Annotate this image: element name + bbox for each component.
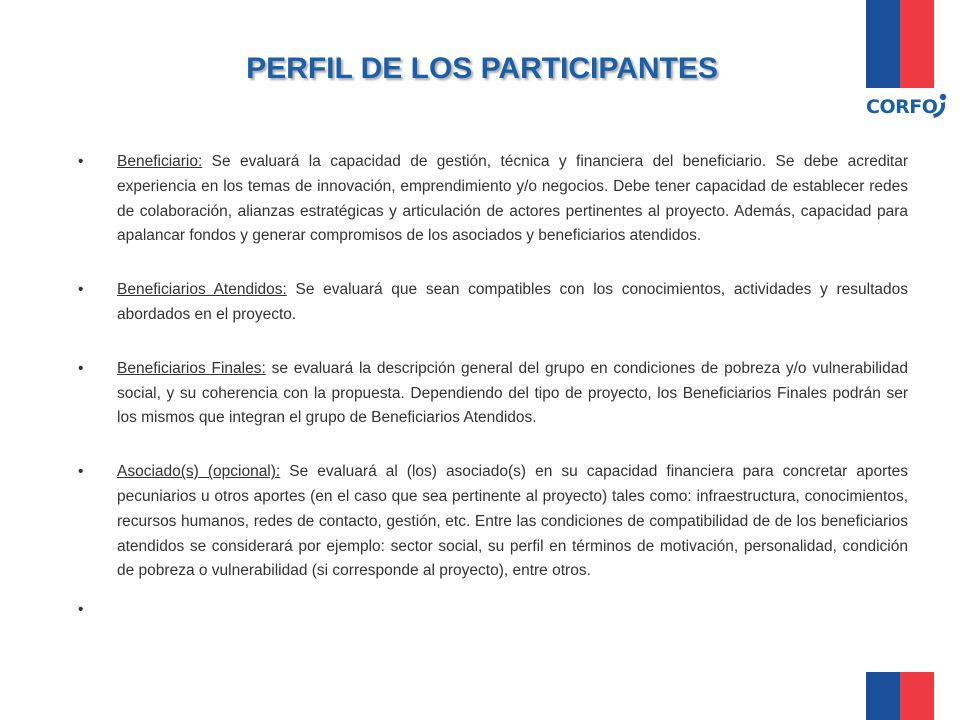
bullet-icon: • bbox=[78, 463, 84, 481]
flag-blue-stripe bbox=[866, 672, 900, 720]
list-item-empty bbox=[78, 598, 908, 622]
logo-figure-icon bbox=[930, 92, 950, 122]
list-item bbox=[78, 150, 908, 249]
bullet-icon: • bbox=[78, 601, 84, 619]
item-term: Beneficiarios Finales: bbox=[117, 359, 266, 377]
corfo-logo bbox=[866, 90, 950, 126]
item-text: Se evaluará que sean compatibles con los conocimientos, actividades y resultados abordados en el proyecto. bbox=[117, 281, 909, 323]
bullet-icon: • bbox=[78, 281, 84, 299]
slide-title: PERFIL DE LOS PARTICIPANTES bbox=[246, 52, 718, 85]
item-text: Se evaluará al (los) asociado(s) en su capacidad financiera para concretar aportes pecuniarios u otros aportes (en el caso que sea pertinente al proyecto) tales como: infraestructura, conocimientos, recursos humanos, redes de contacto, gestión, etc. Entre las condiciones de compatibilidad de de los beneficiarios atendidos se considerará por ejemplo: sector social, su perfil en términos de motivación, personalidad, condición de pobreza o vulnerabilidad (si corresponde al proyecto), entre otros. bbox=[117, 463, 909, 580]
flag-bar-bottom bbox=[866, 672, 934, 720]
bullet-icon: • bbox=[78, 359, 84, 377]
flag-red-stripe bbox=[900, 672, 934, 720]
list-item bbox=[78, 278, 908, 328]
logo-text: CORFO bbox=[866, 96, 938, 118]
item-term: Beneficiario: bbox=[117, 153, 203, 170]
item-term: Beneficiarios Atendidos: bbox=[117, 281, 287, 299]
item-text: Se evaluará la capacidad de gestión, técnica y financiera del beneficiario. Se debe acreditar experiencia en los temas de innovación, emprendimiento y/o negocios. Debe tener capacidad de establecer redes de colaboración, alianzas estratégicas y articulación de actores pertinentes al proyecto. Además, capacidad para apalancar fondos y generar compromisos de los asociados y beneficiarios atendidos. bbox=[117, 153, 908, 245]
list-item bbox=[78, 357, 908, 431]
bullet-list bbox=[78, 150, 908, 651]
item-text: se evaluará la descripción general del grupo en condiciones de pobreza y/o vulnerabilidad social, y su coherencia con la propuesta. Dependiendo del tipo de proyecto, los Beneficiarios Finales podrán ser los mismos que integran el grupo de Beneficiarios Atendidos. bbox=[117, 359, 908, 427]
bullet-icon: • bbox=[78, 153, 84, 170]
list-item bbox=[78, 460, 908, 584]
item-term: Asociado(s) (opcional): bbox=[117, 463, 281, 481]
